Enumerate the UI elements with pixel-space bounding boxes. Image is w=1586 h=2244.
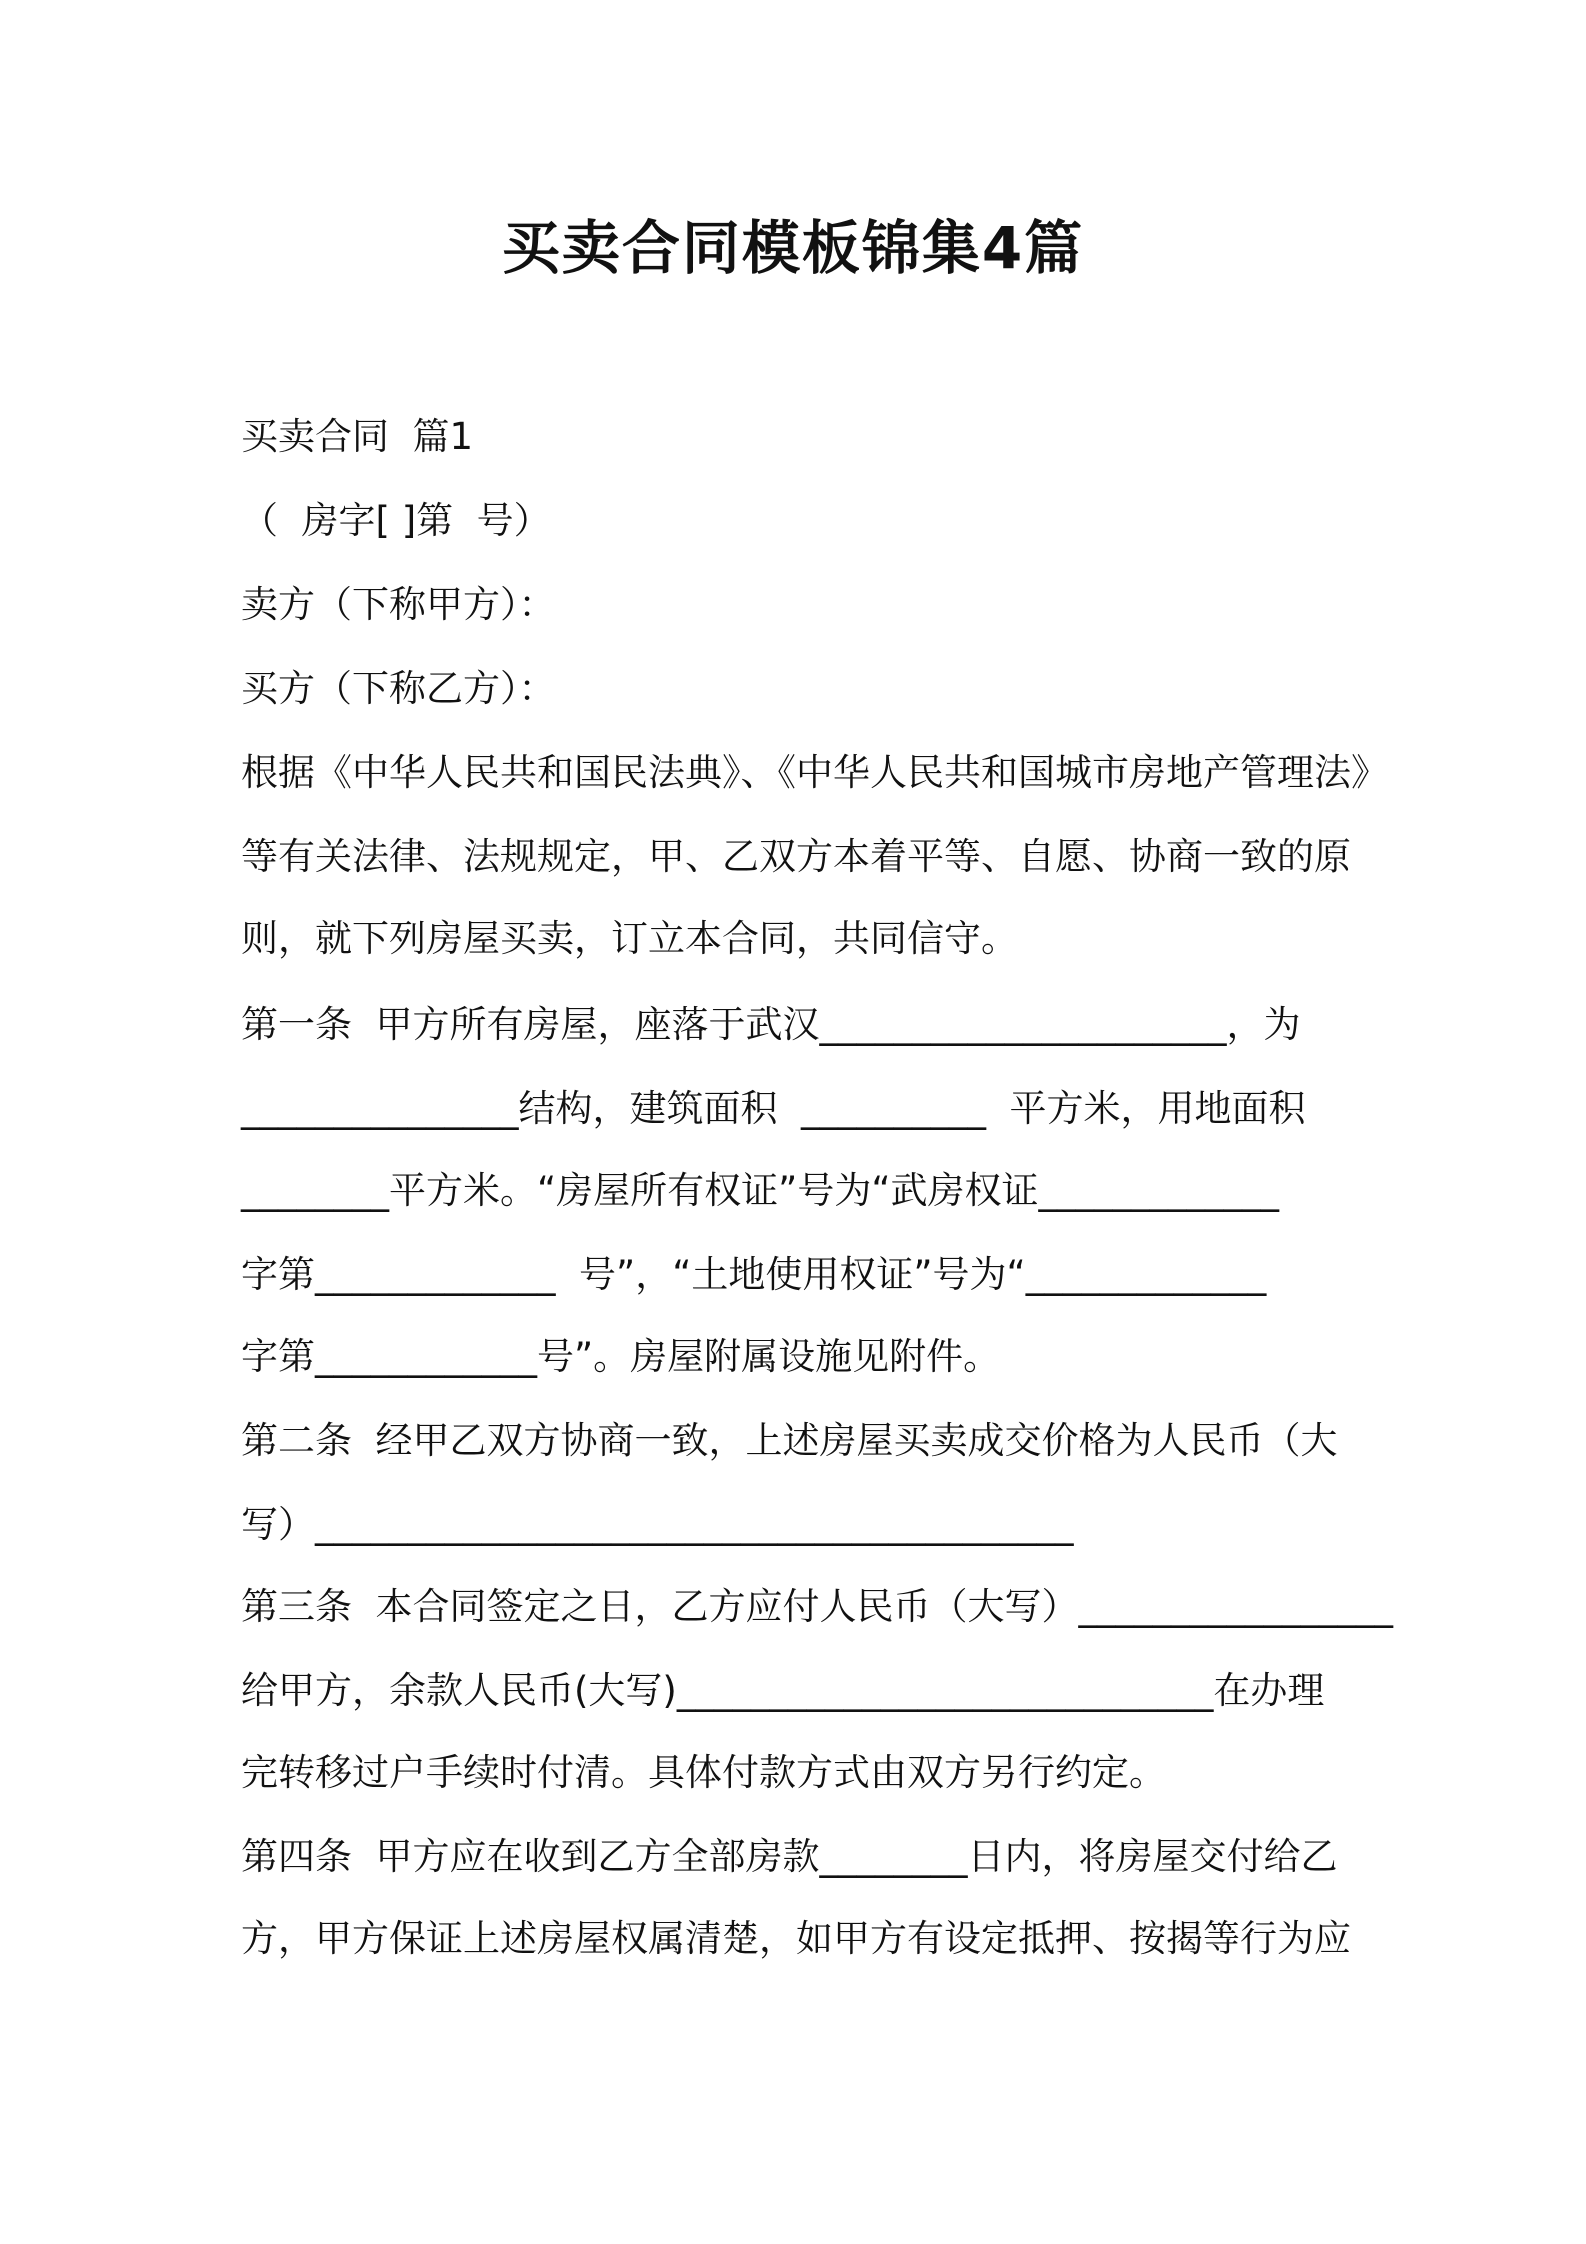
- paragraph-line: 根据《中华人民共和国民法典》、《中华人民共和国城市房地产管理法》: [241, 751, 1388, 794]
- seller-line: 卖方（下称甲方）：: [241, 583, 556, 626]
- article-line: 字第____________号”。房屋附属设施见附件。: [241, 1335, 1001, 1378]
- paragraph-line: 等有关法律、法规规定，甲、乙双方本着平等、自愿、协商一致的原: [241, 835, 1351, 878]
- buyer-line: 买方（下称乙方）：: [241, 667, 556, 710]
- paragraph-line: 则，就下列房屋买卖，订立本合同，共同信守。: [241, 917, 1018, 960]
- article-line: 第一条 甲方所有房屋，座落于武汉______________________，为: [241, 1003, 1301, 1046]
- article-line: _______________结构，建筑面积 __________ 平方米，用地面积: [241, 1087, 1306, 1130]
- article-line: ________平方米。“房屋所有权证”号为“武房权证_____________: [241, 1169, 1280, 1212]
- article-line: 第三条 本合同签定之日，乙方应付人民币（大写）_________________: [241, 1585, 1394, 1628]
- article-line: 字第_____________ 号”，“土地使用权证”号为“_____________: [241, 1253, 1267, 1296]
- article-line: 方，甲方保证上述房屋权属清楚，如甲方有设定抵押、按揭等行为应: [241, 1917, 1351, 1960]
- article-line: 完转移过户手续时付清。具体付款方式由双方另行约定。: [241, 1751, 1166, 1794]
- document-title: 买卖合同模板锦集4篇: [501, 214, 1085, 282]
- article-line: 第四条 甲方应在收到乙方全部房款________日内，将房屋交付给乙: [241, 1835, 1338, 1878]
- article-line: 给甲方，余款人民币(大写)_____________________________在办理: [241, 1669, 1325, 1712]
- article-line: 第二条 经甲乙双方协商一致，上述房屋买卖成交价格为人民币（大: [241, 1419, 1338, 1462]
- section-heading: 买卖合同 篇1: [241, 415, 474, 458]
- document-number: （ 房字[ ]第 号）: [241, 499, 551, 542]
- article-line: 写）_________________________________________: [241, 1503, 1074, 1546]
